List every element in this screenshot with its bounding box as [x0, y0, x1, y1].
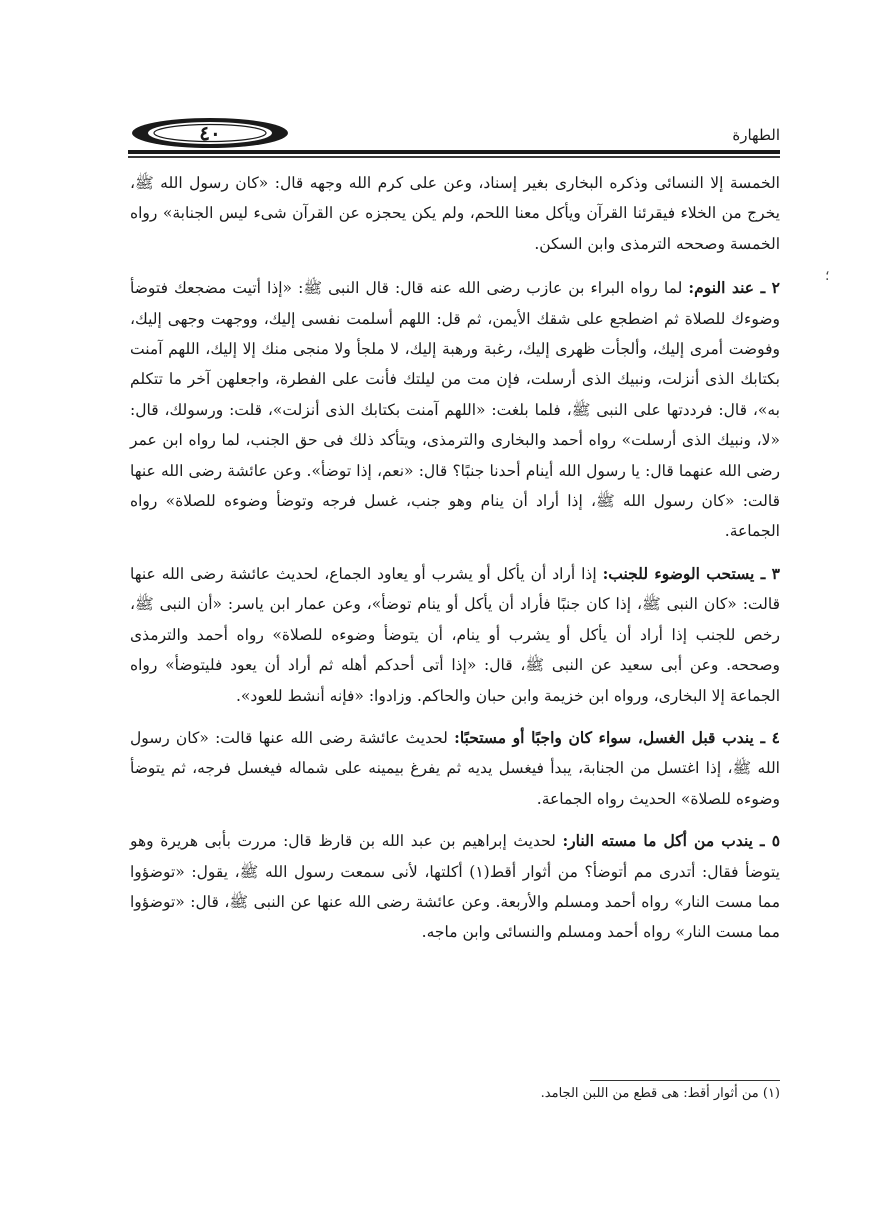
paragraph-5 [130, 826, 780, 948]
section-title: الطهارة [732, 126, 780, 144]
paragraph-5-text: لحديث إبراهيم بن عبد الله بن قارظ قال: مررت بأبى هريرة وهو يتوضأ فقال: أتدرى مم أتوضأ؟ من أثوار أقط(١) أكلتها، لأنى سمعت رسول الله ﷺ، يقول: «توضؤوا مما مست النار» رواه أحمد ومسلم والأربعة. وعن عائشة رضى الله عنها عن النبى ﷺ، قال: «توضؤوا مما مست النار» رواه أحمد ومسلم والنسائى وابن ماجه. [130, 832, 780, 942]
page-number-badge [130, 116, 290, 150]
paragraph-4-lead: ٤ ـ يندب قبل الغسل، سواء كان واجبًا أو مستحبًا: [454, 727, 780, 747]
paragraph-2 [130, 273, 780, 547]
page-number: ٤٠ [199, 121, 221, 145]
paragraph-4 [130, 723, 780, 814]
paragraph-2-lead: ٢ ـ عند النوم: [688, 278, 780, 298]
paragraph-1-text: الخمسة إلا النسائى وذكره البخارى بغير إسناد، وعن على كرم الله وجهه قال: «كان رسول الله ﷺ، يخرج من الخلاء فيقرئنا القرآن ويأكل معنا اللحم، ولم يكن يحجزه عن القرآن شىء ليس الجنابة» رواه الخمسة وصححه الترمذى وابن السكن. [130, 174, 780, 253]
header-rule-thin [128, 156, 780, 158]
paragraph-3-lead: ٣ ـ يستحب الوضوء للجنب: [602, 563, 780, 583]
footnote-rule [590, 1080, 780, 1081]
paragraph-5-lead: ٥ ـ يندب من أكل ما مسته النار: [562, 831, 781, 851]
main-text [130, 168, 780, 960]
header-rule [128, 150, 780, 154]
paragraph-3 [130, 559, 780, 711]
paragraph-1 [130, 168, 780, 259]
paragraph-4-text: لحديث عائشة رضى الله عنها قالت: «كان رسول الله ﷺ، إذا اغتسل من الجنابة، يبدأ فيغسل يديه ثم يفرغ بيمينه على شماله فيغسل فرجه، ثم يتوضأ وضوءه للصلاة» الحديث رواه الجماعة. [130, 728, 780, 808]
margin-mark: ؛ [825, 268, 830, 284]
footnote: (١) من أثوار أقط: هى قطع من اللبن الجامد. [540, 1086, 780, 1101]
page-header [128, 112, 780, 154]
paragraph-3-text: إذا أراد أن يأكل أو يشرب أو يعاود الجماع، لحديث عائشة رضى الله عنها قالت: «كان النبى ﷺ، إذا كان جنبًا فأراد أن يأكل أو ينام توضأ»، وعن عمار ابن ياسر: «أن النبى ﷺ، رخص للجنب إذا أراد أن يأكل أو يشرب أو ينام، أن يتوضأ وضوءه للصلاة» رواه أحمد والترمذى وصححه. وعن أبى سعيد عن النبى ﷺ، قال: «إذا أتى أحدكم أهله ثم أراد أن يعود فليتوضأ» رواه الجماعة إلا البخارى، ورواه ابن خزيمة وابن حبان والحاكم. وزادوا: «فإنه أنشط للعود». [130, 564, 780, 705]
paragraph-2-text: لما رواه البراء بن عازب رضى الله عنه قال: قال النبى ﷺ: «إذا أتيت مضجعك فتوضأ وضوءك للصلاة ثم اضطجع على شقك الأيمن، ثم قل: اللهم أسلمت نفسى إليك، ووجهت وجهى إليك، وفوضت أمرى إليك، وألجأت ظهرى إليك، رغبة ورهبة إليك، لا ملجأ ولا منجى منك إلا إليك، اللهم آمنت بكتابك الذى أنزلت، ونبيك الذى أرسلت، فإن مت من ليلتك فأنت على الفطرة، واجعلهن آخر ما تتكلم به»، قال: فرددتها على النبى ﷺ، فلما بلغت: «اللهم آمنت بكتابك الذى أنزلت»، قلت: ورسولك، قال: «لا، ونبيك الذى أرسلت» رواه أحمد والبخارى والترمذى، ويتأكد ذلك فى حق الجنب، لما رواه ابن عمر رضى الله عنهما قال: يا رسول الله أينام أحدنا جنبًا؟ قال: «نعم، إذا توضأ». وعن عائشة رضى الله عنها قالت: «كان رسول الله ﷺ، إذا أراد أن ينام وهو جنب، غسل فرجه وتوضأ وضوءه للصلاة» رواه الجماعة. [130, 279, 780, 541]
